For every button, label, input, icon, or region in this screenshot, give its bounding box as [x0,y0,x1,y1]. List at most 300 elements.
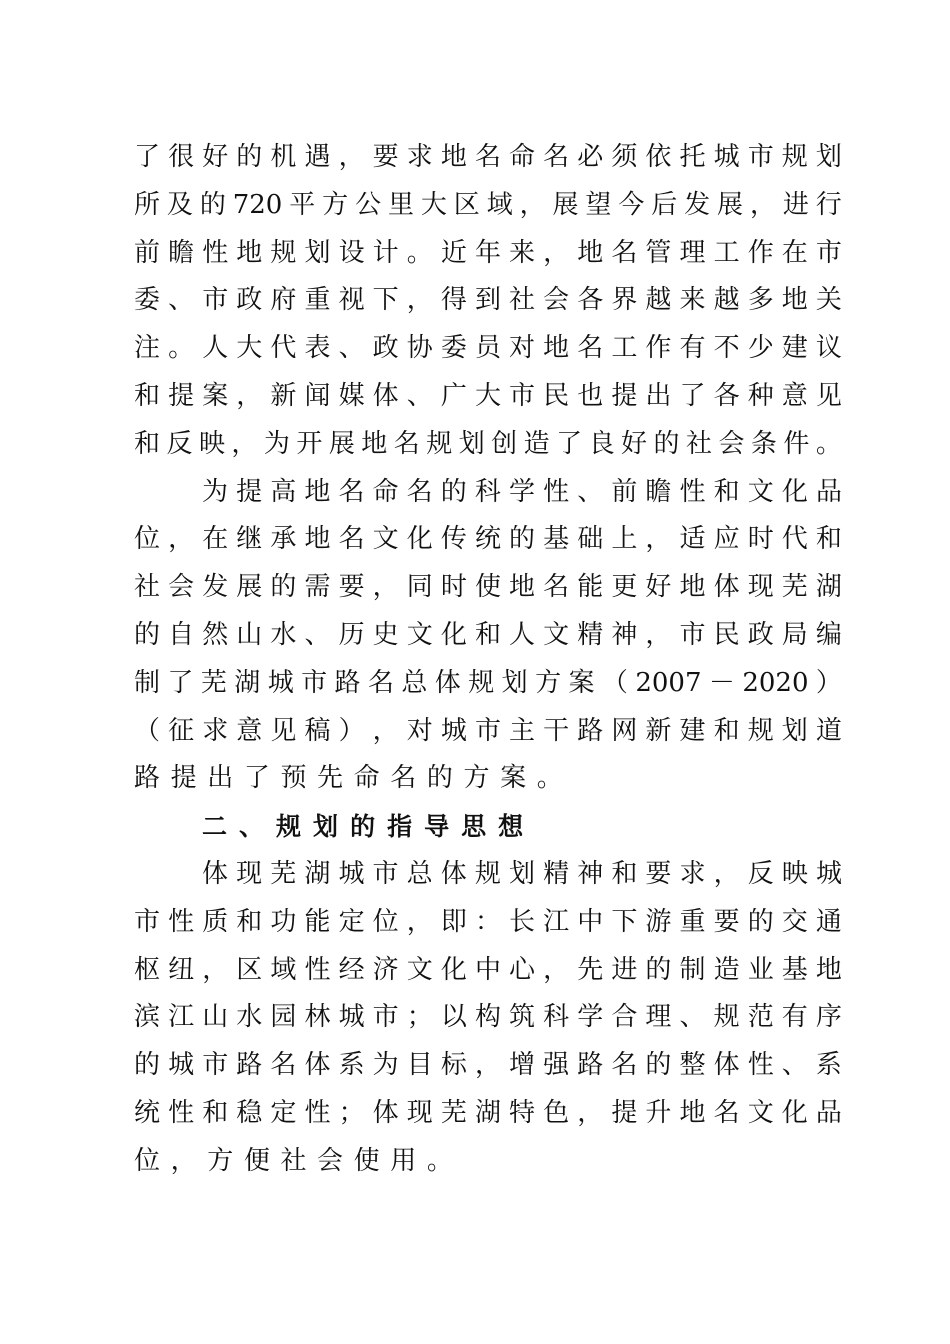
glyph: 前 [134,237,161,268]
glyph: 系 [338,1050,365,1081]
glyph: 划 [304,237,331,268]
glyph: 方 [463,763,490,794]
glyph: 。 [536,763,563,794]
paragraph-first-line [134,851,842,899]
glyph: 滨 [134,1002,161,1033]
glyph: 件 [783,428,810,459]
glyph: 学 [508,476,535,507]
glyph: 芜 [270,858,297,889]
glyph: 。 [815,428,842,459]
glyph: 文 [543,619,570,650]
glyph: ， [236,380,263,411]
glyph: 以 [440,1002,467,1033]
glyph: 发 [684,189,711,220]
glyph: 设 [338,237,365,268]
glyph: 思 [461,812,487,842]
glyph: 瞻 [168,237,195,268]
glyph: 域 [270,954,297,985]
glyph: 建 [781,333,808,364]
glyph: 园 [270,1002,297,1033]
glyph: 高 [270,476,297,507]
glyph: 的 [653,428,680,459]
glyph: 地 [781,285,808,316]
glyph: 规 [468,667,495,698]
glyph: 政 [747,619,774,650]
glyph: 重 [304,285,331,316]
glyph: 局 [781,619,808,650]
glyph: 的 [426,763,453,794]
glyph: 业 [747,954,774,985]
glyph: 、 [406,380,433,411]
glyph: 使 [353,1145,380,1176]
glyph: 规 [713,1002,740,1033]
glyph: 地 [440,142,467,172]
glyph: 历 [338,619,365,650]
glyph: 承 [270,524,297,555]
glyph: 要 [645,858,672,889]
glyph: 造 [713,954,740,985]
glyph: 先 [317,763,344,794]
glyph: 征 [168,715,195,746]
glyph: 要 [713,906,740,937]
glyph: 展 [552,189,579,220]
glyph: 了 [679,380,706,411]
glyph: 路 [134,763,161,794]
glyph: 名 [406,476,433,507]
glyph: 规 [781,142,808,172]
glyph: 的 [199,189,226,220]
glyph: 和 [713,476,740,507]
glyph: 现 [747,572,774,603]
glyph: 性 [168,906,195,937]
text-line [134,947,842,995]
glyph: 统 [474,524,501,555]
glyph: （ [601,667,628,698]
glyph: 名 [338,476,365,507]
glyph: 基 [781,954,808,985]
glyph: 的 [270,572,297,603]
glyph: 芜 [200,667,227,698]
glyph: ， [645,524,672,555]
glyph: 重 [679,906,706,937]
glyph: 同 [406,572,433,603]
glyph: 、 [577,476,604,507]
glyph: 合 [611,1002,638,1033]
glyph: 工 [611,333,638,364]
glyph: 便 [243,1145,270,1176]
glyph: 芜 [781,572,808,603]
glyph: 、 [781,1050,808,1081]
glyph: 精 [577,619,604,650]
glyph: 路 [334,667,361,698]
glyph: 继 [236,524,263,555]
glyph: 见 [270,715,297,746]
glyph: 体 [372,380,399,411]
glyph: 江 [168,1002,195,1033]
glyph: 城 [440,715,467,746]
glyph: 前 [611,476,638,507]
glyph: 有 [781,1002,808,1033]
glyph: 时 [747,524,774,555]
glyph: 和 [236,906,263,937]
glyph: 瞻 [645,476,672,507]
glyph: 条 [750,428,777,459]
glyph: 长 [509,906,536,937]
glyph: ， [713,858,740,889]
glyph: 性 [543,476,570,507]
glyph: 城 [168,1050,195,1081]
glyph: ， [406,285,433,316]
glyph: 性 [747,1050,774,1081]
glyph: 规 [270,237,297,268]
glyph: 的 [440,476,467,507]
glyph: 稳 [236,1097,263,1128]
glyph: 地 [361,428,388,459]
glyph: 好 [621,428,648,459]
glyph: 划 [815,142,842,172]
glyph: 托 [679,142,706,172]
glyph: 下 [372,285,399,316]
glyph: 注 [134,333,161,364]
glyph: 代 [270,333,297,364]
glyph: 建 [679,715,706,746]
glyph: 湖 [304,858,331,889]
glyph: 好 [202,142,229,172]
glyph: 道 [815,715,842,746]
glyph: 也 [577,380,604,411]
glyph: 市 [679,619,706,650]
glyph: 城 [267,667,294,698]
glyph: 芜 [440,1097,467,1128]
glyph: 标 [440,1050,467,1081]
glyph: 、 [304,619,331,650]
glyph: 的 [645,1050,672,1081]
glyph: 地 [577,237,604,268]
glyph: 工 [713,237,740,268]
glyph: 定 [338,906,365,937]
glyph: 化 [440,619,467,650]
glyph: 中 [474,954,501,985]
glyph: 要 [338,572,365,603]
glyph: 学 [577,1002,604,1033]
glyph: 社 [134,572,161,603]
glyph: 传 [440,524,467,555]
glyph: 序 [815,1002,842,1033]
glyph: 720 [232,189,283,220]
glyph: 划 [501,667,528,698]
glyph: 视 [338,285,365,316]
glyph: 地 [304,476,331,507]
glyph: 划 [458,428,485,459]
glyph: 了 [243,763,270,794]
glyph: 城 [338,1002,365,1033]
glyph: 各 [713,380,740,411]
glyph: 文 [372,524,399,555]
glyph: 时 [440,572,467,603]
glyph: ， [474,1050,501,1081]
glyph: 有 [679,333,706,364]
glyph: 遇 [304,142,331,172]
glyph: 民 [713,619,740,650]
glyph: 人 [202,333,229,364]
glyph: ； [338,1097,365,1128]
glyph: 现 [406,1097,433,1128]
glyph: 机 [270,142,297,172]
glyph: 公 [355,189,382,220]
glyph: 社 [280,1145,307,1176]
glyph: 文 [747,1097,774,1128]
glyph: 及 [166,189,193,220]
glyph: 体 [713,572,740,603]
glyph: 命 [372,476,399,507]
glyph: 化 [406,524,433,555]
text-line [134,564,842,612]
glyph: 导 [424,812,450,842]
glyph: 路 [236,1050,263,1081]
glyph: 强 [543,1050,570,1081]
glyph: 名 [367,667,394,698]
glyph: 的 [645,954,672,985]
glyph: 创 [491,428,518,459]
glyph: 作 [747,237,774,268]
glyph: 少 [747,333,774,364]
glyph: 得 [440,285,467,316]
glyph: 发 [202,572,229,603]
glyph: 性 [202,237,229,268]
glyph: 统 [134,1097,161,1128]
glyph: 制 [134,667,161,698]
glyph: ， [372,715,399,746]
glyph: 协 [406,333,433,364]
glyph: 湖 [815,572,842,603]
glyph: 体 [434,667,461,698]
glyph: 和 [815,524,842,555]
glyph: 路 [577,715,604,746]
glyph: 了 [134,142,161,172]
glyph: 应 [713,524,740,555]
glyph: 的 [350,812,376,842]
glyph: 的 [509,524,536,555]
glyph: 见 [815,380,842,411]
text-line [134,421,842,469]
glyph: 和 [202,1097,229,1128]
glyph: 枢 [134,954,161,985]
text-line [134,612,842,660]
glyph: 要 [372,142,399,172]
glyph: 来 [679,285,706,316]
glyph: 对 [509,333,536,364]
glyph: 名 [338,524,365,555]
glyph: 用 [390,1145,417,1176]
glyph: 的 [747,906,774,937]
glyph: 员 [474,333,501,364]
glyph: ， [231,428,258,459]
glyph: 出 [207,763,234,794]
glyph: ， [749,189,776,220]
glyph: 提 [236,476,263,507]
glyph: 展 [236,572,263,603]
text-line [134,230,842,278]
glyph: 进 [782,189,809,220]
glyph: 命 [509,142,536,172]
glyph: 和 [611,858,638,889]
glyph: 先 [577,954,604,985]
glyph: ， [406,906,433,937]
glyph: 。 [406,237,433,268]
glyph: 委 [440,333,467,364]
glyph: ， [168,524,195,555]
glyph: 闻 [304,380,331,411]
glyph: 和 [134,380,161,411]
glyph: 多 [747,285,774,316]
glyph: 文 [406,954,433,985]
glyph: 大 [420,189,447,220]
glyph: 品 [815,1097,842,1128]
glyph: 造 [523,428,550,459]
glyph: 新 [270,380,297,411]
glyph: 地 [679,1097,706,1128]
glyph: 林 [304,1002,331,1033]
glyph: 的 [236,142,263,172]
glyph: 。 [426,1145,453,1176]
glyph: ， [372,572,399,603]
glyph: 、 [338,333,365,364]
glyph: 文 [406,619,433,650]
text-line [134,1042,842,1090]
glyph: 政 [372,333,399,364]
glyph: 名 [611,237,638,268]
glyph: 干 [543,715,570,746]
text-line [134,708,842,756]
glyph: 望 [585,189,612,220]
glyph: 提 [611,1097,638,1128]
glyph: 定 [270,1097,297,1128]
glyph: 下 [611,906,638,937]
glyph: 指 [387,812,413,842]
glyph: 为 [372,1050,399,1081]
glyph: 规 [474,858,501,889]
glyph: 区 [236,954,263,985]
glyph: ） [338,715,365,746]
glyph: 名 [577,333,604,364]
glyph: 性 [168,1097,195,1128]
glyph: 名 [390,763,417,794]
glyph: 各 [577,285,604,316]
glyph: 山 [202,1002,229,1033]
glyph: 科 [543,1002,570,1033]
glyph: 地 [236,237,263,268]
glyph: 府 [270,285,297,316]
glyph: 湖 [234,667,261,698]
glyph: 市 [509,380,536,411]
glyph: 作 [645,333,672,364]
glyph: 的 [134,619,161,650]
glyph: 进 [611,954,638,985]
glyph: 界 [611,285,638,316]
glyph: 和 [134,428,161,459]
glyph: 的 [134,1050,161,1081]
glyph: 规 [426,428,453,459]
glyph: 案 [500,763,527,794]
glyph: 市 [202,285,229,316]
glyph: 地 [509,572,536,603]
glyph: ： [474,906,501,937]
text-line [134,660,842,708]
text-line [134,516,842,564]
glyph: 提 [611,380,638,411]
glyph: 网 [611,715,638,746]
glyph: ， [338,142,365,172]
glyph: 为 [263,428,290,459]
glyph: 好 [645,572,672,603]
glyph: 规 [747,715,774,746]
glyph: 目 [406,1050,433,1081]
glyph: 体 [440,858,467,889]
glyph: 对 [406,715,433,746]
glyph: ） [815,667,842,698]
glyph: 所 [134,189,161,220]
glyph: 中 [577,906,604,937]
glyph: 名 [474,142,501,172]
glyph: 为 [202,476,229,507]
text-line [134,277,842,325]
glyph: 委 [134,285,161,316]
glyph: 游 [645,906,672,937]
glyph: 能 [304,906,331,937]
glyph: 交 [781,906,808,937]
glyph: 人 [509,619,536,650]
glyph: 市 [134,906,161,937]
glyph: 良 [588,428,615,459]
glyph: 行 [815,189,842,220]
glyph: 预 [280,763,307,794]
glyph: 2020 [742,667,809,698]
glyph: ， [202,954,229,985]
glyph: 史 [372,619,399,650]
glyph: ， [170,1145,197,1176]
glyph: 域 [486,189,513,220]
glyph: 媒 [338,380,365,411]
glyph: 水 [270,619,297,650]
glyph: 精 [543,858,570,889]
glyph: 了 [556,428,583,459]
glyph: 必 [577,142,604,172]
glyph: 济 [372,954,399,985]
glyph: ； [406,1002,433,1033]
glyph: 社 [685,428,712,459]
glyph: 会 [168,572,195,603]
glyph: 市 [202,1050,229,1081]
glyph: 新 [645,715,672,746]
glyph: 划 [508,858,535,889]
glyph: 名 [713,1097,740,1128]
glyph: 近 [440,237,467,268]
glyph: 展 [717,189,744,220]
glyph: 理 [645,1002,672,1033]
glyph: 现 [236,858,263,889]
glyph: 名 [543,142,570,172]
glyph: 范 [747,1002,774,1033]
glyph: 提 [168,380,195,411]
glyph: 体 [372,1097,399,1128]
glyph: 需 [304,572,331,603]
glyph: 地 [679,572,706,603]
glyph: 须 [611,142,638,172]
glyph: 市 [372,858,399,889]
glyph: 大 [474,380,501,411]
glyph: 方 [322,189,349,220]
glyph: 求 [406,142,433,172]
